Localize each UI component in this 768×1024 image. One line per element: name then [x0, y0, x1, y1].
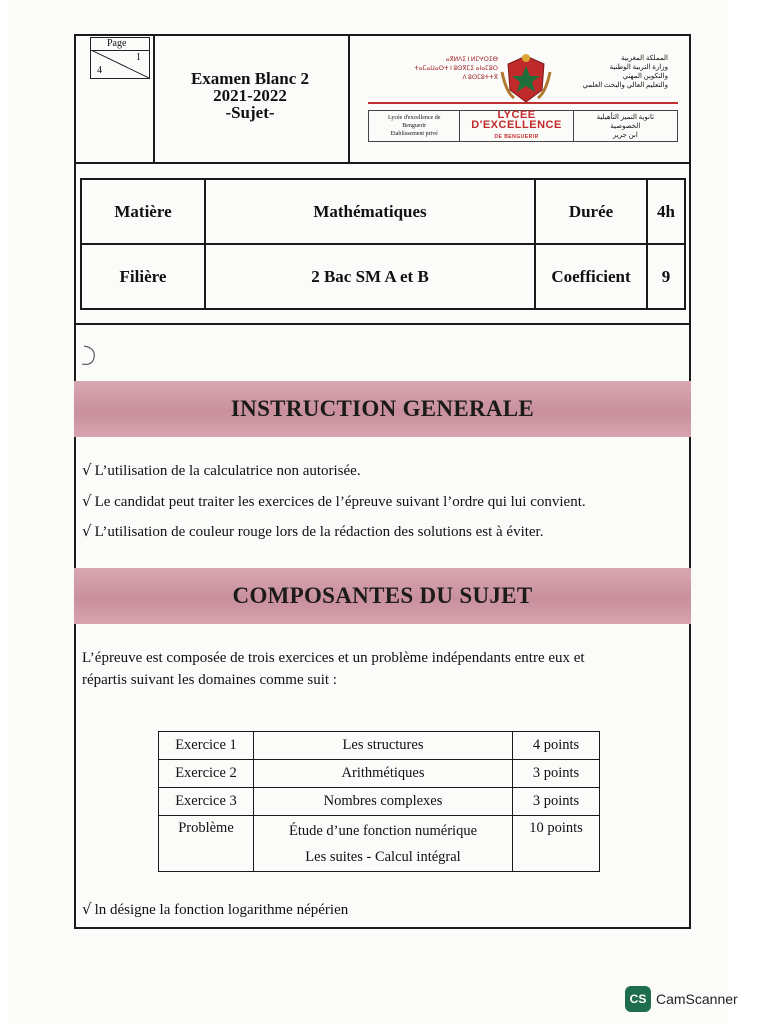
components-banner: COMPOSANTES DU SUJET: [74, 568, 691, 624]
exam-title: Examen Blanc 2: [190, 69, 310, 88]
coefficient-label: Coefficient: [535, 244, 647, 309]
points-cell: 3 points: [513, 760, 600, 788]
components-table: [158, 731, 600, 872]
header-divider-right: [348, 34, 350, 163]
check-icon: √: [82, 900, 92, 918]
tifinagh-heading: ⴰⴳⵍⴷⵉ ⵏ ⵍⵎⵖⵔⵉⴱ ⵜⴰⵎⴰⵡⴰⵙⵜ ⵏ ⵓⵙⴳⵎⵉ ⴰⵏⴰⵎⵓⵔ ⴷ ⵓⵙⵎⵓⵜⵜⴳ: [414, 57, 498, 81]
table-row: [159, 732, 600, 760]
exam-subtitle: -Sujet-: [225, 103, 275, 122]
matiere-value: Mathématiques: [205, 179, 535, 244]
check-icon: √: [82, 461, 92, 479]
domain-cell: Les structures: [254, 732, 513, 760]
school-name-ar: ثانوية التميز التأهيلية الخصوصية ابن جرير: [596, 112, 655, 139]
exercise-cell: Exercice 2: [159, 760, 254, 788]
header-bottom-rule: [74, 162, 691, 164]
coefficient-value: 9: [647, 244, 685, 309]
info-bottom-rule: [74, 323, 691, 325]
instruction-item: √ L’utilisation de couleur rouge lors de la rédaction des solutions est à éviter.: [82, 522, 544, 540]
school-logo-text: LYCEE D'EXCELLENCE DE BENGUERIR: [460, 111, 573, 141]
instructions-banner: INSTRUCTION GENERALE: [74, 381, 691, 437]
points-cell: 10 points: [513, 816, 600, 872]
camscanner-label: CamScanner: [656, 991, 738, 1007]
domain-cell: Étude d’une fonction numérique Les suites - Calcul intégral: [254, 816, 513, 872]
logarithm-note: √ ln désigne la fonction logarithme népérien: [82, 900, 349, 918]
points-cell: 4 points: [513, 732, 600, 760]
check-icon: √: [82, 522, 92, 540]
camscanner-logo-icon: CS: [625, 986, 651, 1012]
domain-cell: Nombres complexes: [254, 788, 513, 816]
exercise-cell: Problème: [159, 816, 254, 872]
arabic-heading: المملكة المغربية وزارة التربية الوطنية والتكوين المهني والتعليم العالي والبحث العلمي: [582, 54, 668, 89]
instruction-item: √ L’utilisation de la calculatrice non autorisée.: [82, 461, 361, 479]
points-cell: 3 points: [513, 788, 600, 816]
duree-value: 4h: [647, 179, 685, 244]
school-name-box: [368, 110, 678, 142]
domain-cell: Arithmétiques: [254, 760, 513, 788]
matiere-label: Matière: [81, 179, 205, 244]
components-intro: L’épreuve est composée de trois exercices et un problème indépendants entre eux et répartis suivant les domaines comme suit :: [82, 650, 585, 688]
exam-year: 2021-2022: [213, 86, 287, 105]
exam-info-table: [80, 178, 686, 310]
exercise-cell: Exercice 3: [159, 788, 254, 816]
school-logo: [368, 48, 678, 144]
page-total: 4: [97, 65, 102, 76]
page-current: 1: [136, 52, 141, 63]
table-row: [159, 816, 600, 872]
exam-title-block: [170, 70, 330, 121]
camscanner-watermark: [625, 986, 738, 1012]
instruction-item: √ Le candidat peut traiter les exercices de l’épreuve suivant l’ordre qui lui convient.: [82, 492, 586, 510]
table-row: [159, 760, 600, 788]
header-divider-left: [153, 34, 155, 163]
duree-label: Durée: [535, 179, 647, 244]
check-icon: √: [82, 492, 92, 510]
table-row: [159, 788, 600, 816]
school-name-fr: Lycée d'excellence de Benguerir Etablissement privé: [369, 111, 460, 141]
page-label: Page: [107, 38, 127, 49]
scan-mark-icon: [74, 344, 98, 368]
filiere-value: 2 Bac SM A et B: [205, 244, 535, 309]
page-number-box: [90, 37, 150, 79]
exercise-cell: Exercice 1: [159, 732, 254, 760]
filiere-label: Filière: [81, 244, 205, 309]
royal-emblem-icon: [500, 52, 552, 108]
logo-red-rule: [368, 102, 678, 104]
